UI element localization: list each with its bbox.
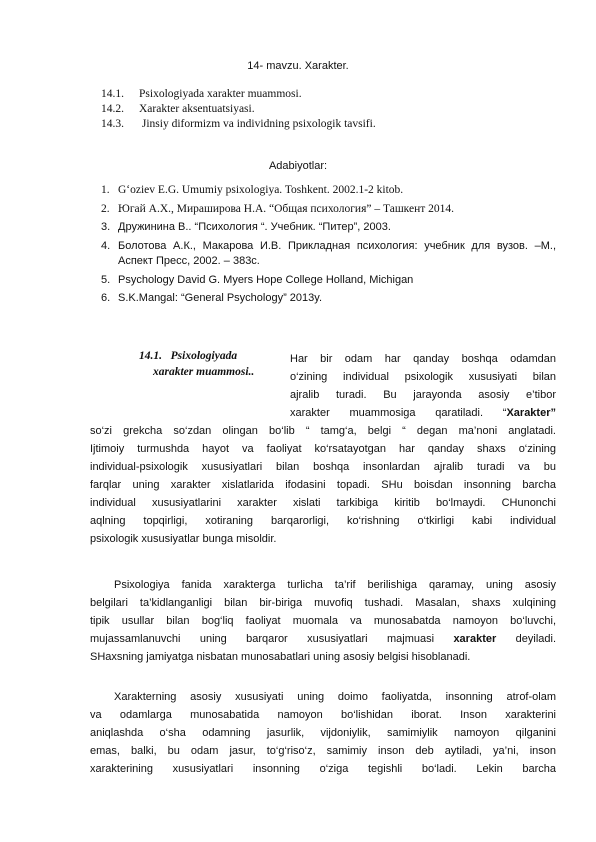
reference-number: 1.: [101, 184, 110, 196]
text-line: Har bir odam har qanday boshqa odamdan: [290, 353, 556, 365]
reference-item: [101, 220, 556, 236]
topic-outline: [101, 87, 376, 132]
text-line: individual-psixologik xususiyatlari bilan boshqa insonlardan ajralib turadi va bu: [90, 461, 556, 473]
text-line: tipik usullar bilan bog‘liq faoliyat muomala va munosabatda namoyon bo‘luvchi,: [90, 615, 556, 627]
outline-item: [101, 117, 376, 132]
reference-number: 4.: [101, 239, 111, 252]
text-line: psixologik xususiyatlar bunga misoldir.: [90, 533, 277, 545]
reference-text: Болотова А.К., Макарова И.В. Прикладная психология: учебник для вузов. –М., Аспект Пресс, 2002. – 383с.: [118, 239, 556, 267]
references-heading: Adabiyotlar:: [268, 160, 328, 172]
reference-number: 5.: [101, 273, 111, 286]
reference-text: Дружинина В.. “Психология “. Учебник. “Питер”, 2003.: [118, 221, 391, 233]
section-number: 14.1.: [139, 350, 162, 362]
paragraph-3: [90, 688, 556, 778]
outline-item: [101, 87, 376, 102]
text-line: individual xususiyatlarini xarakter xislati tarkibiga kiritib bo‘lmaydi. CHunonchi: [90, 497, 556, 509]
reference-text: Psychology David G. Myers Hope College Holland, Michigan: [118, 273, 414, 286]
text-line: Xarakterning asosiy xususiyati uning doimo faoliyatda, insonning atrof-olam: [114, 691, 556, 703]
references-list: [101, 183, 556, 310]
outline-text: Psixologiyada xarakter muammosi.: [139, 88, 302, 100]
reference-text: Югай А.Х., Мираширова Н.А. “Общая психология” – Ташкент 2014.: [118, 202, 455, 215]
section-heading: [139, 348, 254, 380]
reference-number: 3.: [101, 221, 111, 233]
reference-text: S.K.Mangal: “General Psychology” 2013y.: [118, 292, 323, 304]
text-line: Ijtimoiy turmushda hayot va faoliyat ko‘rsatayotgan har qanday shaxs o‘zining: [90, 443, 556, 455]
outline-text: Jinsiy diformizm va individning psixologik tavsifi.: [139, 118, 376, 130]
text-line: Psixologiya fanida xarakterga turlicha ta’rif berilishiga qaramay, uning asosiy: [114, 579, 556, 591]
reference-item: [101, 273, 556, 289]
text-line: xarakterining xususiyatlari insonning o‘ziga tegishli bo‘ladi. Lekin barcha: [90, 763, 556, 775]
page-title: 14- mavzu. Xarakter.: [247, 60, 349, 72]
reference-text: G‘oziev E.G. Umumiy psixologiya. Toshkent. 2002.1-2 kitob.: [118, 184, 404, 196]
intro-paragraph: [290, 350, 556, 422]
bold-term: xarakter: [453, 633, 497, 645]
text-line: aniqlashda o‘sha odamning jasurlik, vijdoniylik, samimiylik namoyon qilganini: [90, 727, 556, 739]
text-line: SHaxsning jamiyatga nisbatan munosabatlari uning asosiy belgisi hisoblanadi.: [90, 651, 471, 663]
reference-item: [101, 183, 556, 199]
reference-item: [101, 239, 556, 270]
outline-number: 14.2.: [101, 103, 124, 115]
reference-number: 6.: [101, 292, 111, 304]
text-line: emas, balki, bu odam jasur, to‘g‘riso‘z, samimiy inson deb aytiladi, ya’ni, inson: [90, 745, 556, 757]
outline-number: 14.1.: [101, 88, 124, 100]
text-line: va odamlarga munosabatida namoyon bo‘lishidan iborat. Inson xarakterini: [90, 709, 556, 721]
paragraph-1: [90, 422, 556, 548]
text-line: so‘zi grekcha so‘zdan olingan bo‘lib “ tamg‘a, belgi “ degan ma’noni anglatadi.: [90, 425, 556, 437]
section-title-line2: xarakter muammosi..: [153, 366, 255, 378]
text-line: ajralib turadi. Bu jarayonda asosiy e’tibor: [290, 389, 556, 401]
section-title-line1: Psixologiyada: [170, 350, 238, 362]
text-line: belgilari ta’kidlanganligi bilan bir-biriga muvofiq tushadi. Masalan, shaxs xulqining: [90, 597, 556, 609]
reference-item: [101, 291, 556, 307]
bold-term: Xarakter”: [506, 407, 556, 419]
outline-text: Xarakter aksentuatsiyasi.: [139, 103, 255, 115]
outline-number: 14.3.: [101, 118, 124, 130]
text-line: aqlning topqirligi, xotiraning barqarorligi, ko‘rishning o‘tkirligi kabi individual: [90, 515, 556, 527]
text-line: xarakter muammosiga qaratiladi. “Xarakter”: [290, 407, 556, 419]
text-line: farqlar uning xarakter xislatlarida ifodasini topadi. SHu boisdan insonning barcha: [90, 479, 556, 491]
reference-item: [101, 202, 556, 218]
text-line: o‘zining individual psixologik xususiyati bilan: [290, 371, 556, 383]
reference-number: 2.: [101, 202, 110, 215]
paragraph-2: [90, 576, 556, 666]
text-line: mujassamlanuvchi uning barqaror xususiyatlari majmuasi xarakter deyiladi.: [90, 633, 556, 645]
outline-item: [101, 102, 376, 117]
